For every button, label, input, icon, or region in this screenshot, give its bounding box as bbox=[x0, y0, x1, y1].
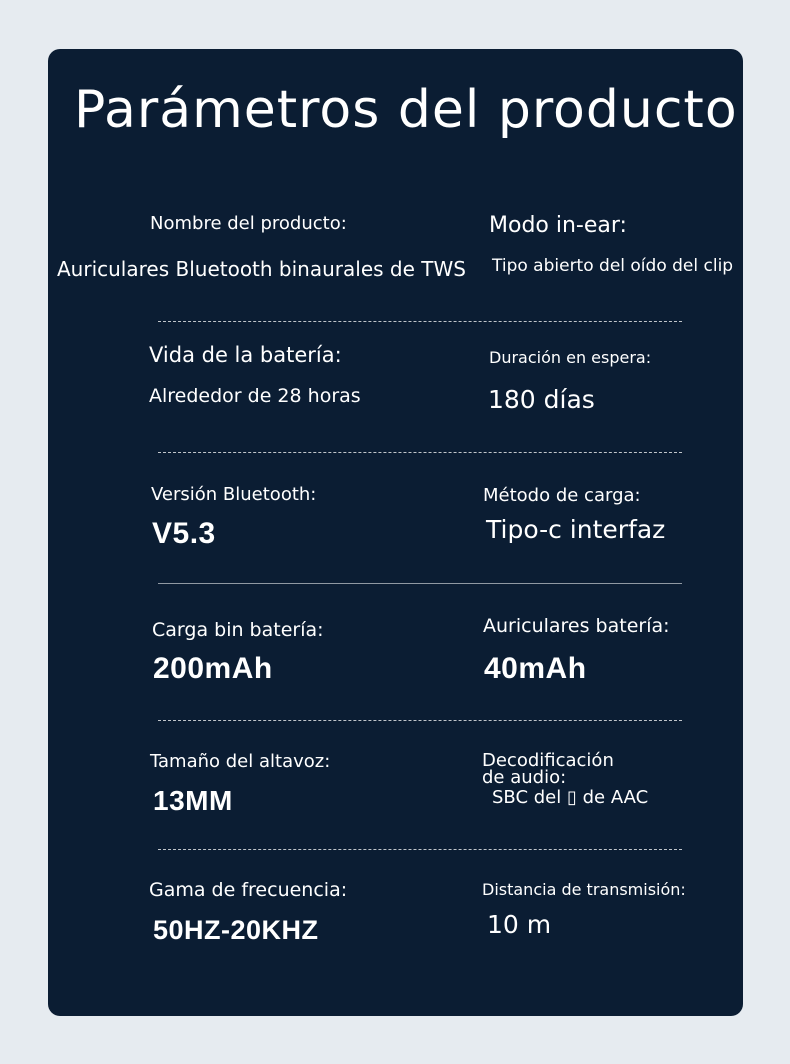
divider bbox=[158, 583, 682, 584]
divider bbox=[158, 720, 682, 721]
charging-method-value: Tipo-c interfaz bbox=[486, 515, 666, 544]
product-name-value: Auriculares Bluetooth binaurales de TWS bbox=[57, 257, 466, 281]
speaker-size-value: 13MM bbox=[153, 785, 233, 816]
in-ear-mode-label: Modo in-ear: bbox=[489, 213, 627, 238]
battery-life-value: Alrededor de 28 horas bbox=[149, 385, 361, 407]
earbud-battery-label: Auriculares batería: bbox=[483, 615, 670, 637]
divider bbox=[158, 321, 682, 322]
case-battery-value: 200mAh bbox=[153, 652, 273, 685]
standby-value: 180 días bbox=[488, 385, 595, 414]
in-ear-mode-value: Tipo abierto del oído del clip bbox=[492, 256, 734, 276]
standby-label: Duración en espera: bbox=[489, 348, 652, 367]
divider bbox=[158, 452, 682, 453]
speaker-size-label: Tamaño del altavoz: bbox=[150, 751, 331, 772]
page-title: Parámetros del producto bbox=[74, 80, 738, 140]
bluetooth-version-label: Versión Bluetooth: bbox=[151, 484, 317, 505]
transmission-distance-value: 10 m bbox=[487, 910, 552, 939]
frequency-range-label: Gama de frecuencia: bbox=[149, 879, 348, 901]
transmission-distance-label: Distancia de transmisión: bbox=[482, 880, 686, 899]
audio-decoding-label: Decodificación de audio: bbox=[482, 750, 614, 788]
earbud-battery-value: 40mAh bbox=[484, 652, 587, 685]
bluetooth-version-value: V5.3 bbox=[152, 517, 216, 550]
case-battery-label: Carga bin batería: bbox=[152, 619, 324, 641]
charging-method-label: Método de carga: bbox=[483, 485, 641, 506]
audio-decoding-value: SBC del ▯ de AAC bbox=[492, 787, 649, 808]
frequency-range-value: 50HZ-20KHZ bbox=[153, 915, 319, 945]
battery-life-label: Vida de la batería: bbox=[149, 343, 342, 367]
divider bbox=[158, 849, 682, 850]
product-name-label: Nombre del producto: bbox=[150, 213, 347, 234]
